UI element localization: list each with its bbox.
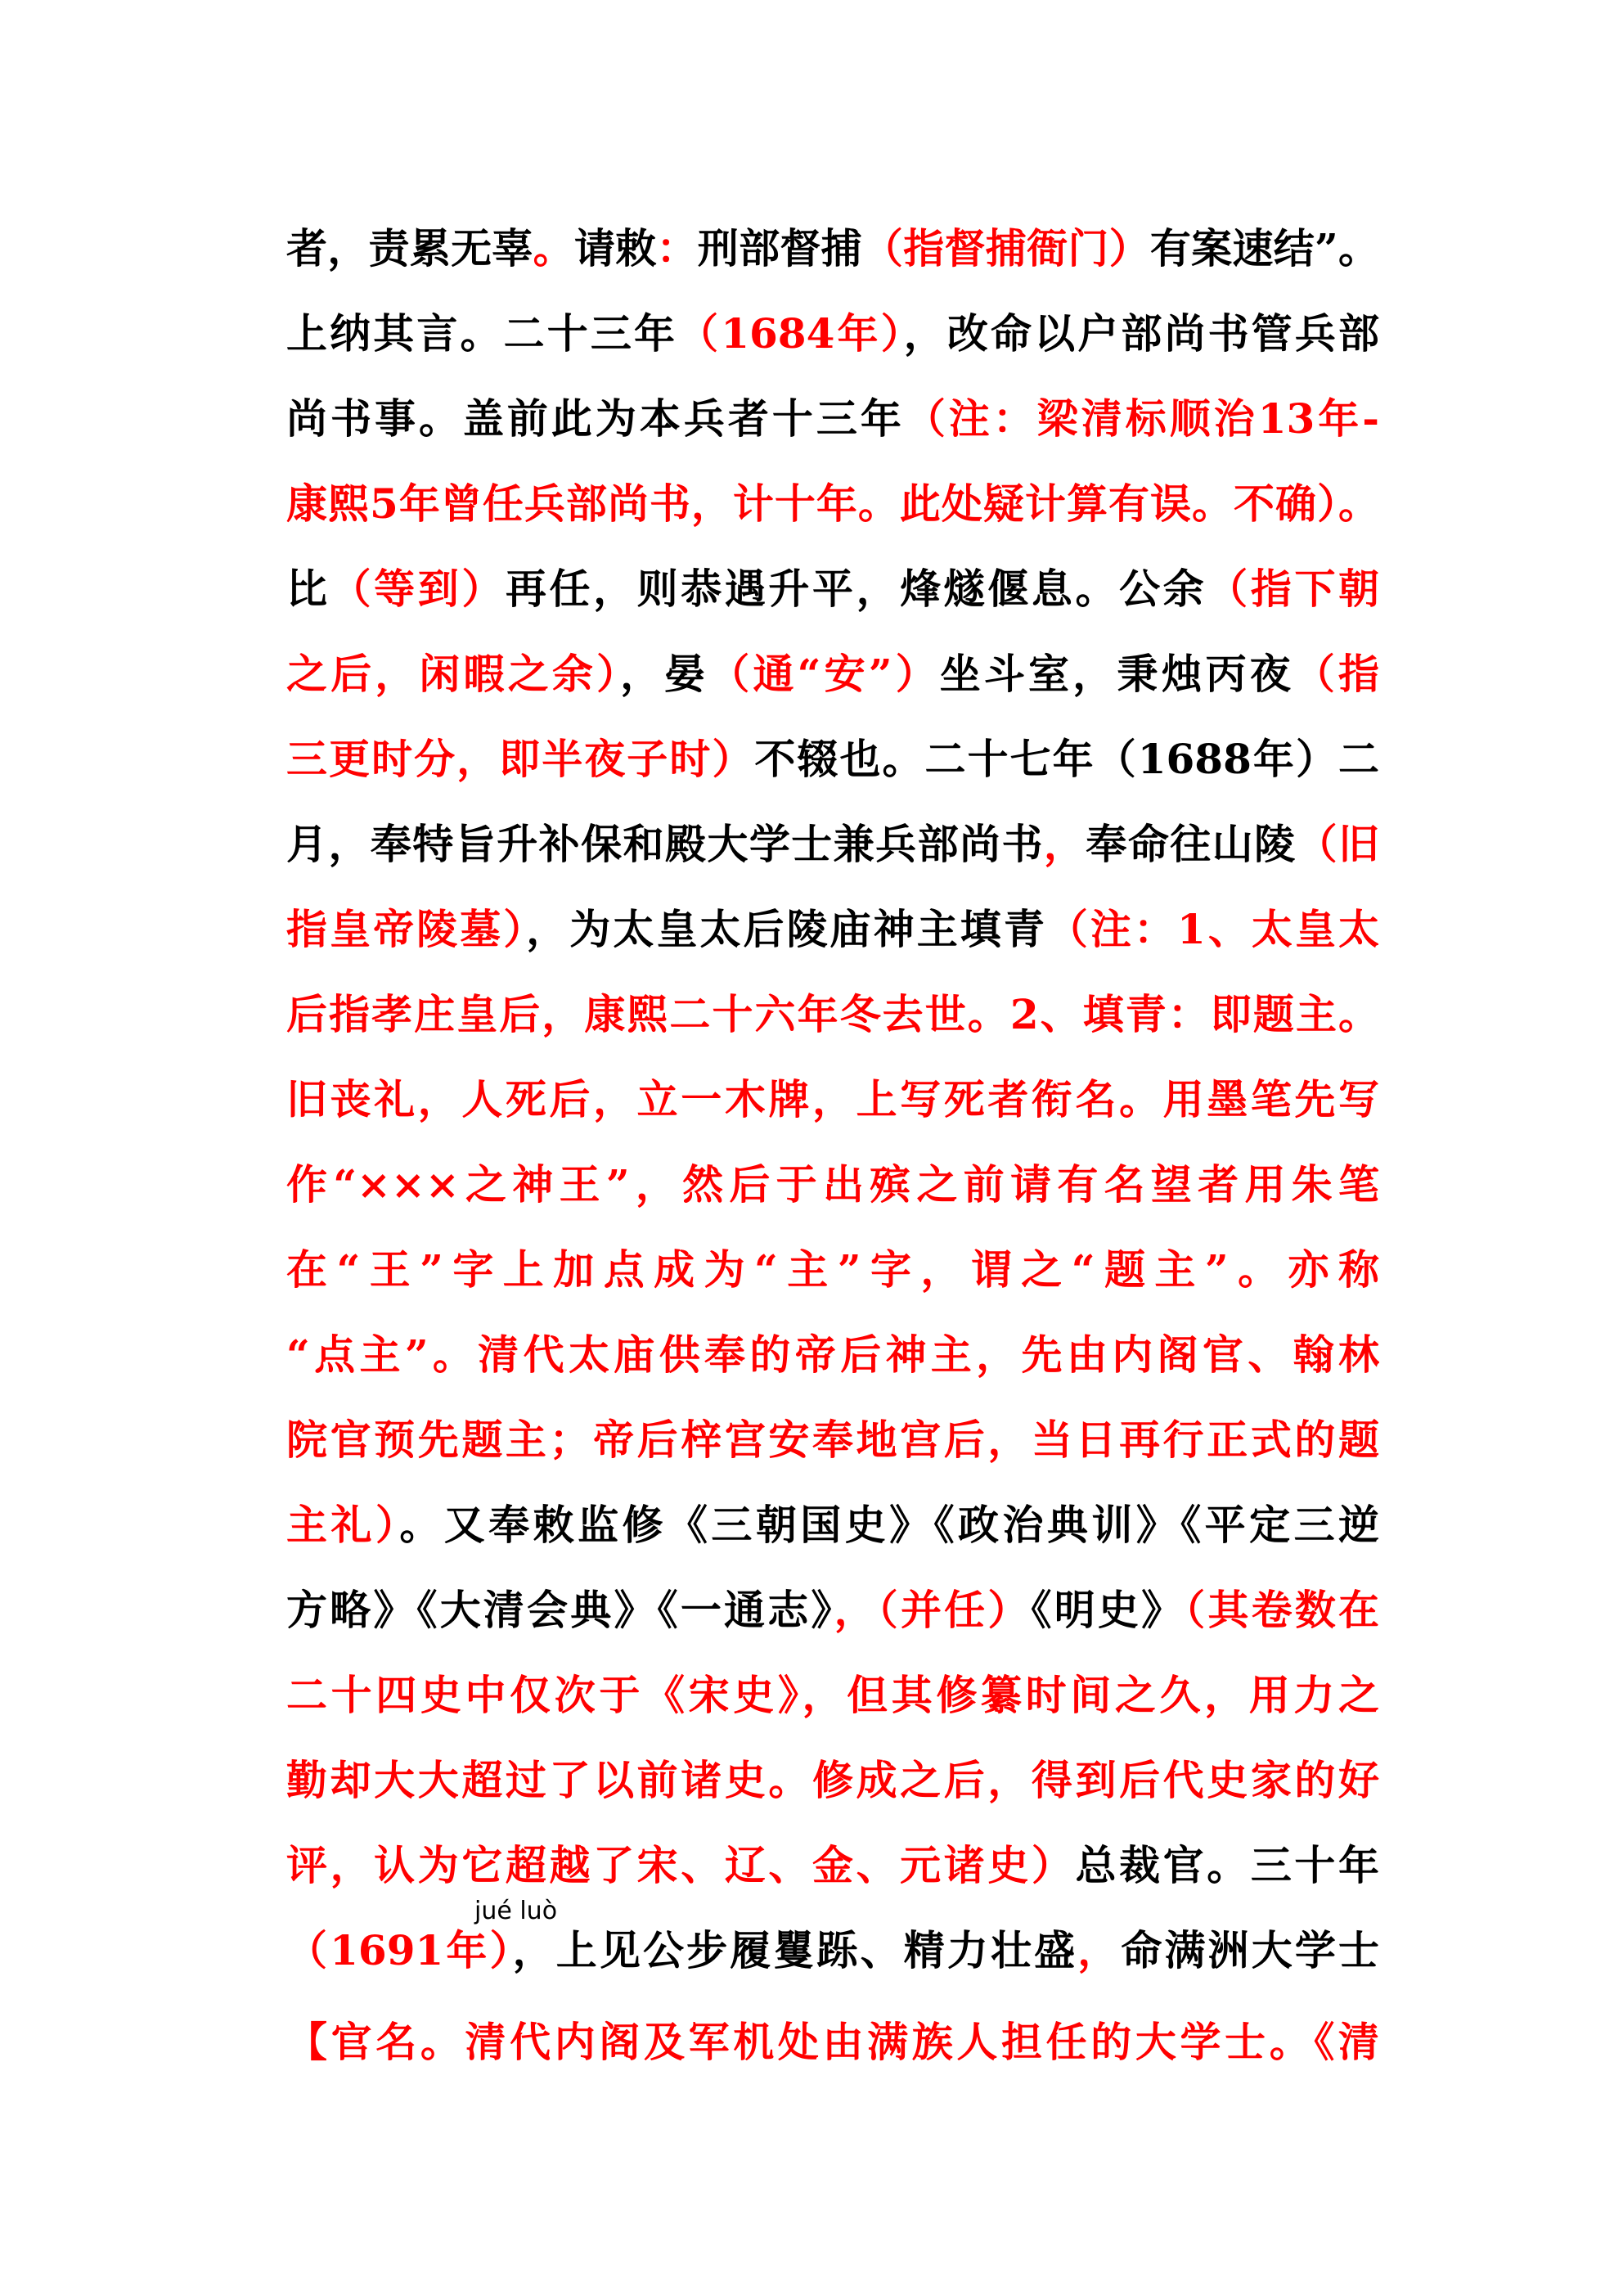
body-text: 总裁官。三十年 (1075, 1841, 1379, 1889)
body-text: 尚书事。盖前此为本兵者十三年 (286, 394, 905, 443)
annotation-text: ： (656, 224, 698, 272)
annotation-text: 。 (533, 224, 574, 272)
text-line (286, 972, 1379, 1057)
body-text: 有案速结”。 (1149, 224, 1379, 272)
body-text: ，上见公步履矍跞、精力壮盛 (512, 1926, 1078, 1974)
text-line (286, 1398, 1379, 1483)
annotation-text: ， (1043, 820, 1086, 868)
annotation-text: 指皇帝陵墓） (286, 905, 527, 953)
annotation-text: 旧丧礼，人死后，立一木牌，上写死者衔名。用墨笔先写 (286, 1075, 1379, 1123)
text-line (286, 1823, 1379, 1908)
text-line (286, 887, 1379, 972)
annotation-text: （指下朝 (1207, 565, 1379, 613)
text-line (286, 2000, 1379, 2085)
annotation-text: 康熙5年曾任兵部尚书，计十年。此处疑计算有误。不确）。 (286, 479, 1379, 528)
text-line (286, 376, 1379, 461)
body-text: ，晏 (620, 650, 709, 698)
body-text: 上纳其言。二十三年 (286, 309, 678, 358)
annotation-text: 三更时分，即半夜子时） (286, 735, 755, 783)
annotation-text: （注：梁清标顺治13年- (904, 394, 1379, 443)
annotation-text: （指督捕衙门） (861, 224, 1150, 272)
body-text: 《明史》 (1031, 1586, 1185, 1634)
annotation-text: （其卷数在 (1185, 1586, 1379, 1634)
text-line (286, 1057, 1379, 1142)
annotation-text: （1684年） (677, 309, 904, 358)
text-line (286, 547, 1379, 632)
annotation-text: 院官预先题主；帝后梓宫安奉地宫后，当日再行正式的题 (286, 1416, 1379, 1464)
body-text: ，为太皇太后陵庙神主填青 (526, 905, 1047, 953)
text-line (286, 1653, 1379, 1738)
annotation-text: （旧 (1296, 820, 1379, 868)
body-text: 比 (286, 565, 330, 613)
text-line (286, 802, 1379, 887)
text-line (286, 1312, 1379, 1398)
annotation-text: 评，认为它超越了宋、辽、金、元诸史） (286, 1841, 1076, 1889)
annotation-text: 在“王”字上加点成为“主”字，谓之“题主”。亦称 (286, 1245, 1379, 1294)
text-line (286, 291, 1379, 376)
body-text: 。又奉敕监修《三朝国史》《政治典训》《平定三逆 (399, 1501, 1379, 1549)
annotation-text: 之后，闲暇之余） (286, 650, 621, 698)
body-text: ，改命以户部尚书管兵部 (903, 309, 1379, 358)
body-text: 再任，则恭遇升平，烽燧偃息。公余 (505, 565, 1207, 613)
body-text: 刑部督捕 (697, 224, 862, 272)
annotation-text: （等到） (330, 565, 506, 613)
body-text: 奉命往山陵 (1086, 820, 1297, 868)
text-line (286, 461, 1379, 547)
annotation-text: 后指孝庄皇后，康熙二十六年冬去世。2、填青：即题主。 (286, 990, 1379, 1038)
annotation-text: ，（并任） (834, 1586, 1032, 1634)
body-text: 者，责累无辜 (286, 224, 533, 272)
annotation-text: “点主”。清代太庙供奉的帝后神主，先由内阁官、翰林 (286, 1330, 1379, 1379)
body-text: 不辍也。二十七年（1688年）二 (754, 735, 1379, 783)
text-line (286, 1142, 1379, 1227)
text-line (286, 1227, 1379, 1312)
annotation-text: （注：1、太皇太 (1046, 905, 1379, 953)
text-line (286, 1483, 1379, 1568)
annotation-text: 勤却大大超过了以前诸史。修成之后，得到后代史家的好 (286, 1756, 1379, 1804)
text-line (286, 632, 1379, 717)
annotation-text: ， (1077, 1926, 1122, 1974)
document-page (286, 206, 1379, 2085)
annotation-text: （通“安”） (708, 650, 940, 698)
body-text: 月，奉特旨升补保和殿大学士兼兵部尚书 (286, 820, 1044, 868)
annotation-text: （指 (1293, 650, 1379, 698)
body-text: 坐斗室，秉烛丙夜 (939, 650, 1294, 698)
text-line (286, 1908, 1379, 2000)
body-text: 请敕 (573, 224, 657, 272)
text-line (286, 1568, 1379, 1653)
annotation-text: 二十四史中仅次于《宋史》，但其修纂时间之久，用力之 (286, 1671, 1379, 1719)
text-line (286, 1738, 1379, 1823)
annotation-text: 主礼） (286, 1501, 400, 1549)
annotation-text: 【官名。清代内阁及军机处由满族人担任的大学士。《清 (286, 2018, 1379, 2066)
body-text: 方略》《大清会典》《一通志》 (286, 1586, 834, 1634)
annotation-text: （1691年） (286, 1926, 513, 1974)
text-line (286, 206, 1379, 291)
pinyin-annotation: jué luò (474, 1897, 558, 1925)
annotation-text: 作“×××之神王”，然后于出殡之前请有名望者用朱笔 (286, 1160, 1379, 1209)
text-line (286, 717, 1379, 802)
body-text: 命满洲大学士 (1121, 1926, 1379, 1974)
